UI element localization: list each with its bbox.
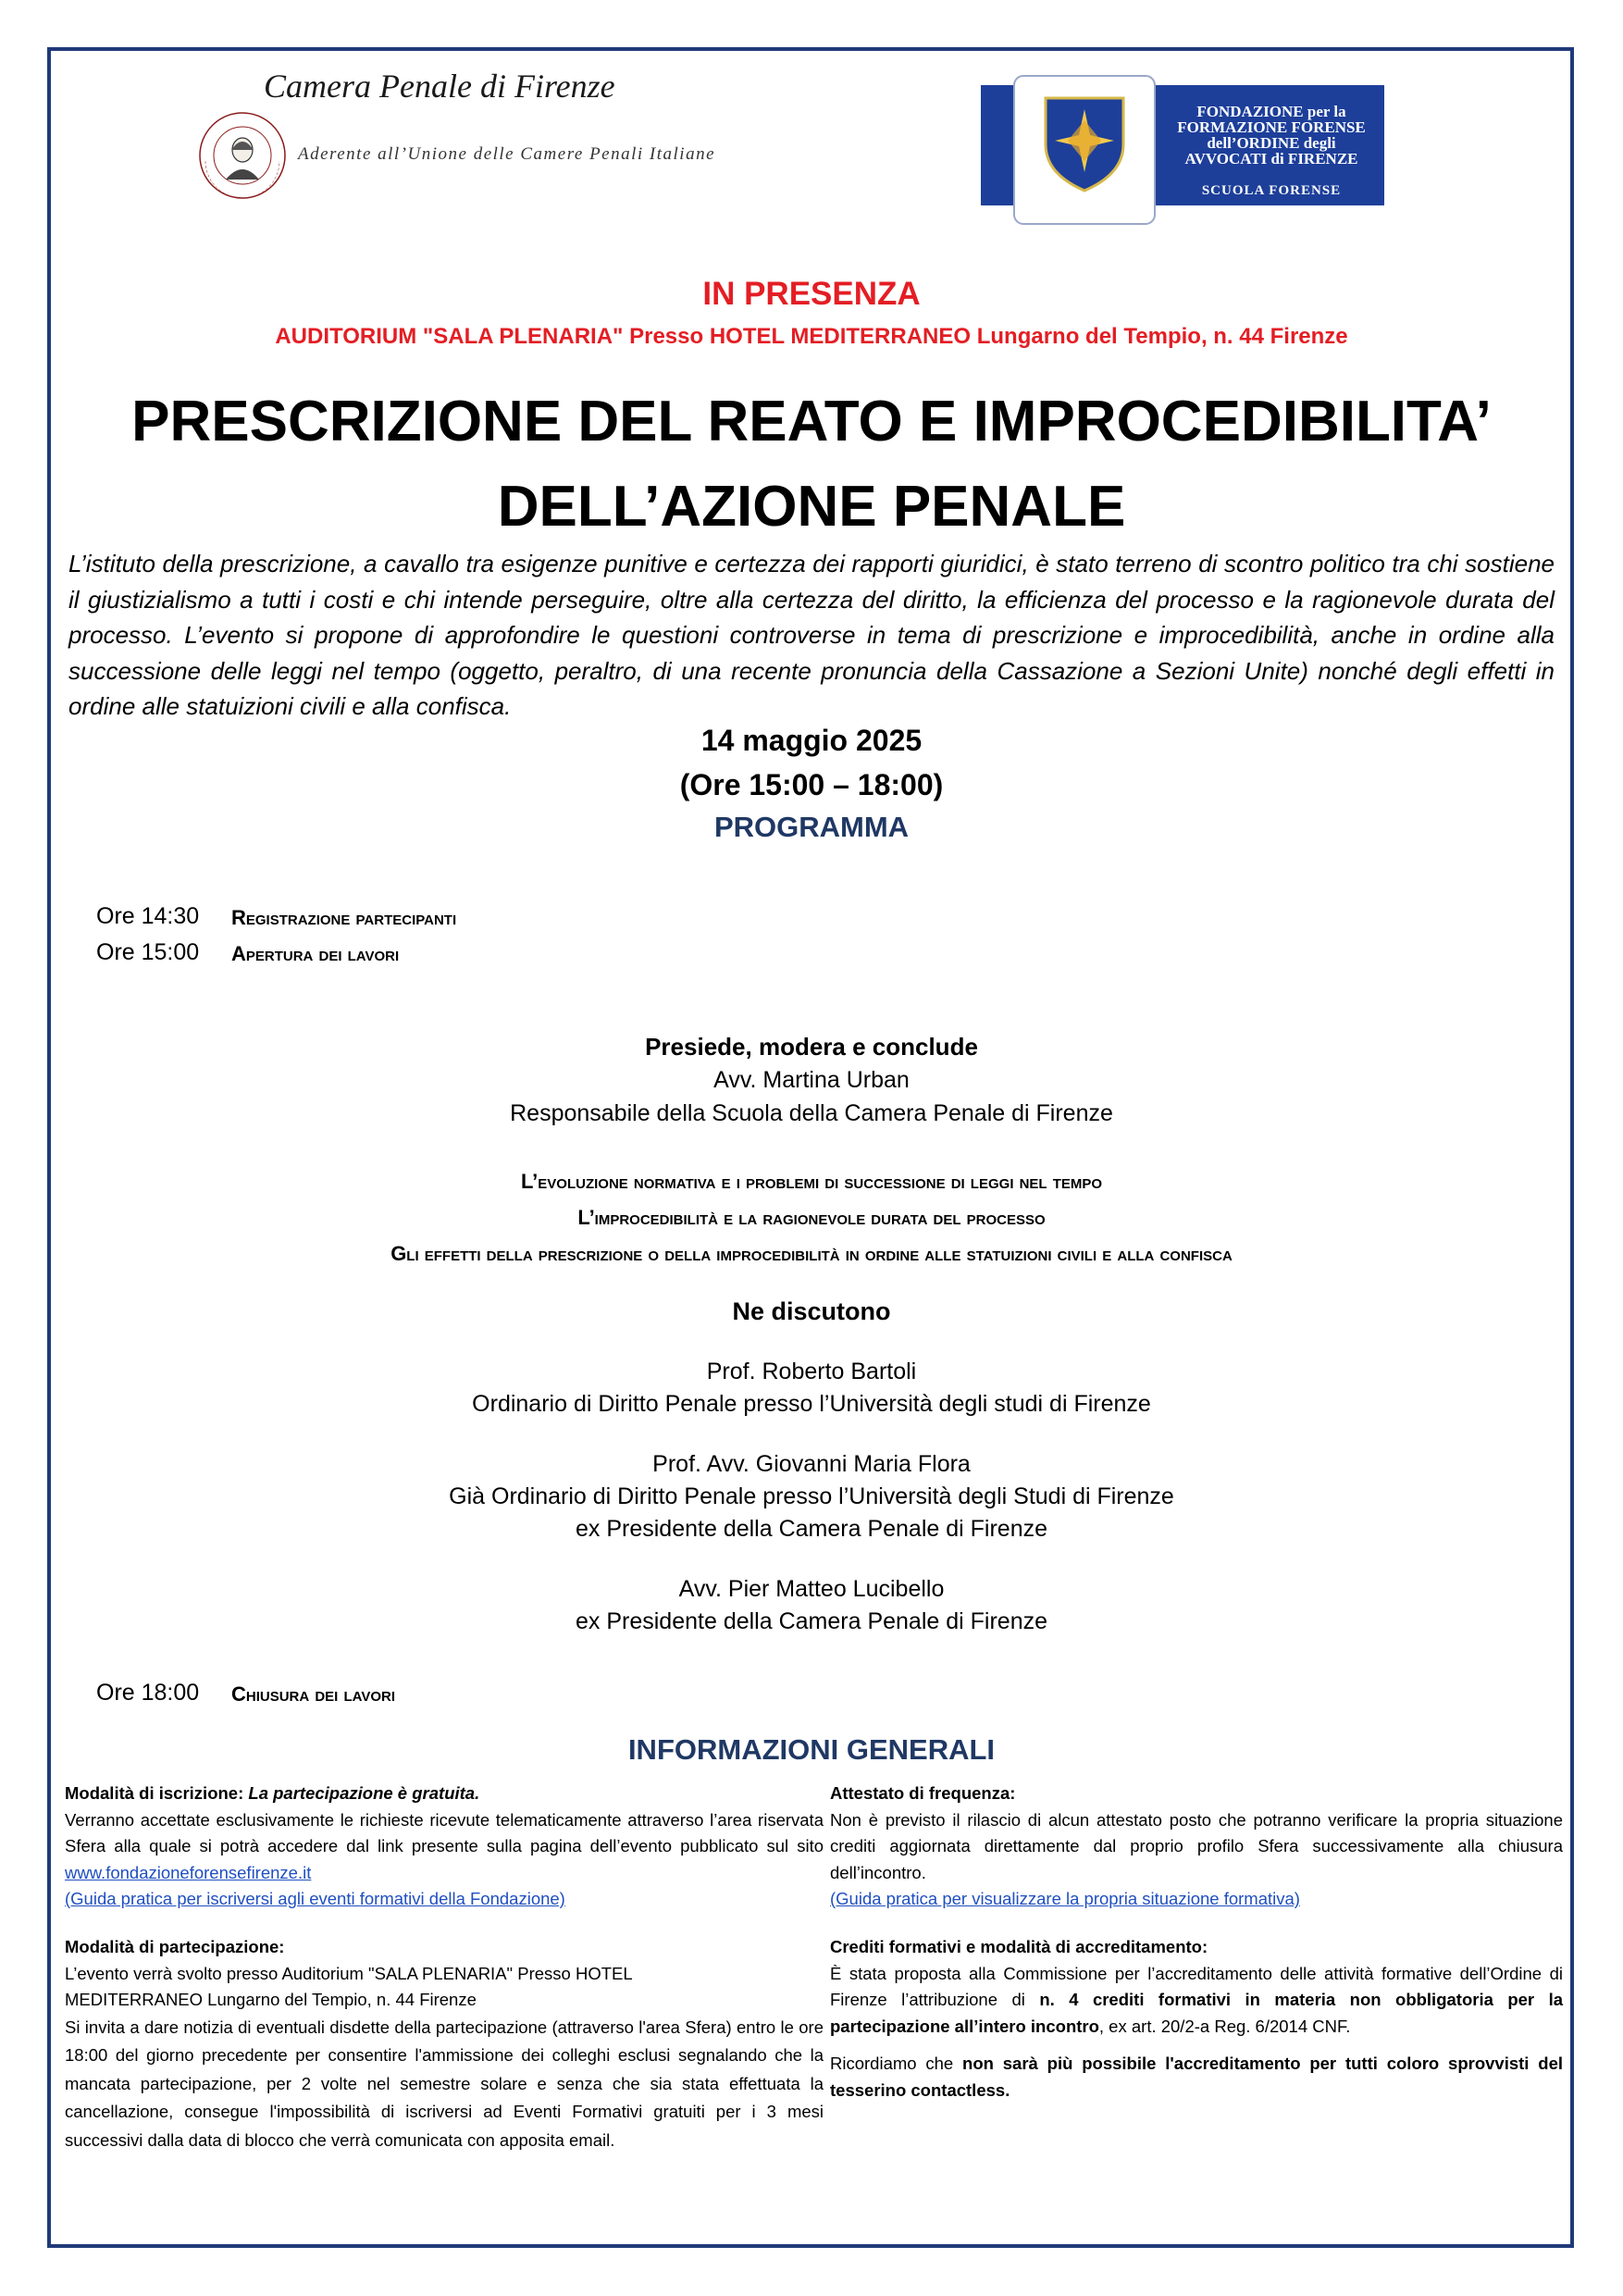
event-mode: IN PRESENZA [702, 276, 921, 312]
fondazione-forense-name: FONDAZIONE per la FORMAZIONE FORENSE dell’ORDINE degli AVVOCATI di FIRENZE [1177, 103, 1366, 168]
event-hours: (Ore 15:00 – 18:00) [679, 768, 944, 801]
camera-penale-subtitle: Aderente all’Unione delle Camere Penali Italiane [298, 144, 716, 164]
speaker-role: ex Presidente della Camera Penale di Firenze [576, 1608, 1047, 1634]
chair-role: Responsabile della Scuola della Camera Penale di Firenze [510, 1100, 1113, 1126]
iscrizione-head: Modalità di iscrizione [65, 1783, 239, 1803]
speakers-heading: Ne discutono [732, 1297, 891, 1325]
schedule-time: Ore 18:00 [96, 1680, 200, 1706]
schedule-time: Ore 14:30 [96, 903, 200, 929]
schedule-label: Apertura dei lavori [231, 942, 400, 965]
camera-penale-seal-icon [196, 109, 289, 202]
schedule-time: Ore 15:00 [96, 939, 200, 965]
topic-item: L’improcedibilità e la ragionevole durata del processo [577, 1206, 1046, 1229]
info-attestato [830, 1781, 1563, 1913]
speaker-role: ex Presidente della Camera Penale di Firenze [576, 1516, 1047, 1542]
page-border [47, 47, 1574, 2248]
speaker-name: Prof. Avv. Giovanni Maria Flora [652, 1451, 971, 1477]
attestato-guide-link[interactable]: (Guida pratica per visualizzare la propria situazione formativa) [830, 1889, 1300, 1908]
camera-penale-title: Camera Penale di Firenze [264, 68, 615, 105]
scuola-forense-label: SCUOLA FORENSE [1201, 183, 1342, 198]
iscrizione-body: Verranno accettate esclusivamente le richieste ricevute telematicamente attraverso l’area riservata Sfera alla quale si potrà accedere dal link presente sulla pagina dell’evento pubblicato sul sito [65, 1809, 824, 1855]
schedule-label: Chiusura dei lavori [231, 1682, 396, 1706]
info-iscrizione: Modalità di iscrizione: La partecipazione è gratuita. Verranno accettate esclusivamente le richieste ricevute telematicamente attraverso l’area riservata Sfera alla quale si potrà accedere dal link presente sulla pagina dell’evento pubblicato sul sito www.fondazioneforensefirenze.it (Guida pratica per iscriversi agli eventi formativi della Fondazione) [65, 1783, 824, 1908]
crediti-remind-b: non sarà più possibile l'accreditamento per tutti coloro sprovvisti del tesserino contactless. [830, 2054, 1564, 2100]
crediti-remind-a: Ricordiamo che [830, 2054, 954, 2073]
partecipazione-body-2: Si invita a dare notizia di eventuali disdette della partecipazione (attraverso l'area Sfera) entro le ore 18:00 del giorno precedente per consentire l'ammissione dei colleghi esclusi segnalando che la mancata partecipazione, per 2 volte nel semestre solare e senza che sia stata effettuata la cancellazione, consegue l'impossibilità di iscriversi ad Eventi Formativi gratuiti per i 3 mesi successivi dalla data di blocco che verrà comunicata con apposita email. [65, 2017, 824, 2150]
event-venue: AUDITORIUM "SALA PLENARIA" Presso HOTEL MEDITERRANEO Lungarno del Tempio, n. 44 Firenze [275, 324, 1348, 349]
title-line-2: DELL’AZIONE PENALE [497, 475, 1126, 539]
chair-heading: Presiede, modera e conclude [645, 1033, 978, 1061]
crediti-body-b: n. 4 crediti formativi in materia non obbligatoria per la partecipazione all’intero incontro [830, 1990, 1563, 2036]
topic-item: Gli effetti della prescrizione o della improcedibilità in ordine alle statuizioni civili e alla confisca [390, 1242, 1233, 1265]
iscrizione-note: La partecipazione è gratuita. [248, 1783, 480, 1803]
info-partecipazione [65, 1934, 824, 2154]
info-title: INFORMAZIONI GENERALI [627, 1733, 996, 1766]
crediti-body-a: È stata proposta alla Commissione per l’accreditamento delle attività formative dell’Ordine di Firenze l’attribuzione di [830, 1963, 1563, 2009]
speaker-role: Ordinario di Diritto Penale presso l’Università degli studi di Firenze [472, 1391, 1151, 1417]
schedule-label: Registrazione partecipanti [231, 906, 457, 929]
iscrizione-guide-link[interactable]: (Guida pratica per iscriversi agli eventi formativi della Fondazione) [65, 1889, 565, 1908]
event-intro: L’istituto della prescrizione, a cavallo tra esigenze punitive e certezza dei rapporti giuridici, è stato terreno di scontro politico tra chi sostiene il giustizialismo a tutti i costi e chi intende perseguire, oltre alla certezza del diritto, la efficienza del processo e la ragionevole durata del processo. L’evento si propone di approfondire le questioni controverse in tema di prescrizione e improcedibilità, anche in ordine alla successione delle leggi nel tempo (oggetto, peraltro, di una recente pronuncia della Cassazione a Sezioni Unite) nonché degli effetti in ordine alle statuizioni civili e alla confisca. [68, 550, 1555, 720]
partecipazione-head: Modalità di partecipazione: [65, 1937, 285, 1956]
fondazione-site-link[interactable]: www.fondazioneforensefirenze.it [65, 1862, 312, 1882]
page-title [56, 379, 1567, 550]
chair-name: Avv. Martina Urban [713, 1067, 910, 1093]
attestato-body: Non è previsto il rilascio di alcun attestato posto che potranno verificare la propria situazione crediti aggiornata direttamente dal proprio profilo Sfera successivamente alla chiusura dell’incontro. [830, 1809, 1563, 1882]
speaker-name: Prof. Roberto Bartoli [706, 1359, 917, 1384]
event-date: 14 maggio 2025 [700, 724, 923, 757]
attestato-head: Attestato di frequenza: [830, 1783, 1016, 1803]
crediti-body-c: , ex art. 20/2-a Reg. 6/2014 CNF. [1098, 2016, 1351, 2036]
speaker-name: Avv. Pier Matteo Lucibello [678, 1576, 945, 1602]
program-title: PROGRAMMA [713, 811, 910, 843]
topic-item: L’evoluzione normativa e i problemi di successione di leggi nel tempo [520, 1170, 1103, 1193]
title-line-1: PRESCRIZIONE DEL REATO E IMPROCEDIBILITA’ [131, 390, 1492, 453]
crediti-head: Crediti formativi e modalità di accreditamento: [830, 1937, 1208, 1956]
partecipazione-body-1: L’evento verrà svolto presso Auditorium "SALA PLENARIA" Presso HOTEL MEDITERRANEO Lungarno del Tempio, n. 44 Firenze [65, 1963, 632, 2009]
info-crediti [830, 1934, 1563, 2104]
speaker-role: Già Ordinario di Diritto Penale presso l’Università degli Studi di Firenze [449, 1483, 1174, 1509]
